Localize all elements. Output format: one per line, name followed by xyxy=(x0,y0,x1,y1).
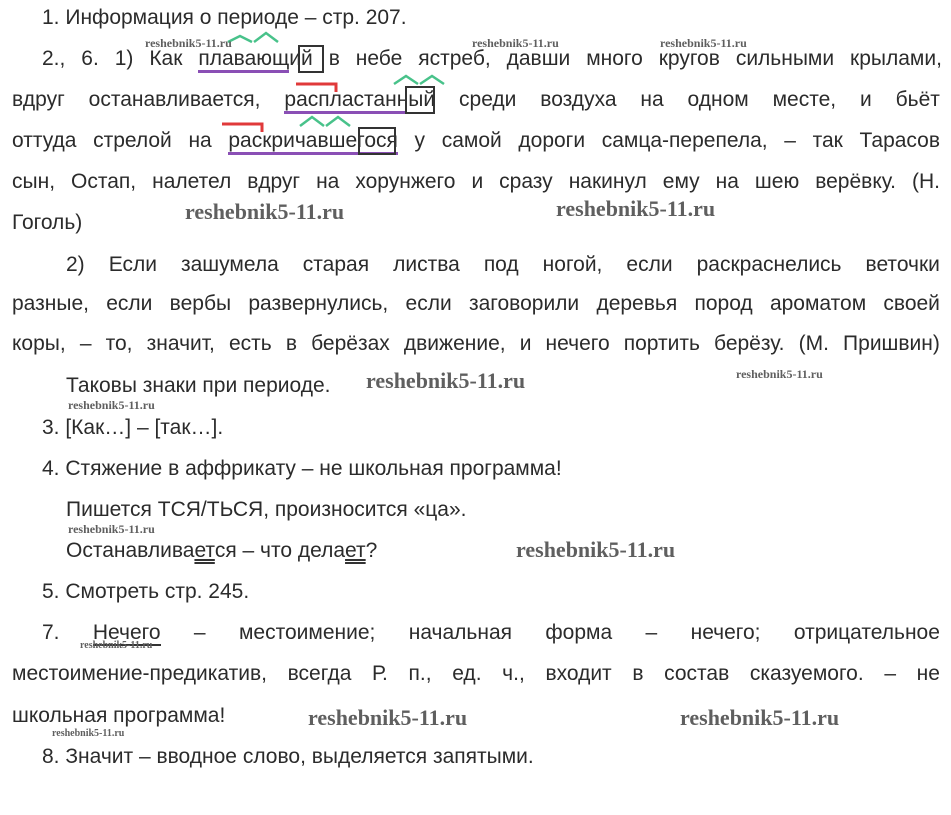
line-8: разные, если вербы развернулись, если заговорили деревья пород ароматом своей xyxy=(12,292,940,315)
word-raskrichavshegosya: раскричавшегося xyxy=(228,125,398,157)
watermark: reshebnik5-11.ru xyxy=(68,522,155,536)
line-14: Останавливается – что делает? xyxy=(66,539,378,562)
word-plavayushchiy: плавающий xyxy=(198,43,312,75)
line-2: 2., 6. 1) Как плавающий в небе ястреб, давши много кругов сильными крылами, xyxy=(0,43,951,75)
ending-et-2: ет xyxy=(345,539,366,562)
watermark: reshebnik5-11.ru xyxy=(68,398,155,412)
ending-et-1: ет xyxy=(194,539,215,562)
line-6: Гоголь) xyxy=(12,211,83,234)
line-5: сын, Остап, налетел вдруг на хорунжего и сразу накинул ему на шею верёвку. (Н. xyxy=(12,170,940,193)
watermark: reshebnik5-11.ru xyxy=(80,640,153,651)
line-19: 8. Значит – вводное слово, выделяется запятыми. xyxy=(42,745,534,768)
watermark: reshebnik5-11.ru xyxy=(660,36,747,50)
line-1: 1. Информация о периоде – стр. 207. xyxy=(42,6,407,29)
watermark: reshebnik5-11.ru xyxy=(516,537,676,562)
line-18: школьная программа! xyxy=(12,704,226,727)
line-16: 7. Нечего – местоимение; начальная форма – нечего; отрицательное xyxy=(0,617,951,649)
watermark: reshebnik5-11.ru xyxy=(52,728,125,739)
watermark: reshebnik5-11.ru xyxy=(366,368,526,393)
suffix-arc xyxy=(254,33,278,42)
watermark: reshebnik5-11.ru xyxy=(185,199,345,224)
line-9: коры, – то, значит, есть в берёзах движение, и нечего портить берёзу. (М. Пришвин) xyxy=(12,332,940,355)
watermark: reshebnik5-11.ru xyxy=(556,196,716,221)
line-10: Таковы знаки при периоде. xyxy=(66,374,331,397)
line-17: местоимение-предикатив, всегда Р. п., ед. ч., входит в состав сказуемого. – не xyxy=(12,662,940,685)
watermark: reshebnik5-11.ru xyxy=(680,705,840,730)
line-3: вдруг останавливается, распластанный среди воздуха на одном месте, и бьёт xyxy=(0,84,951,116)
line-11: 3. [Как…] – [так…]. xyxy=(42,416,224,439)
word-nechego: Нечего xyxy=(92,621,161,644)
suffix-arc xyxy=(420,76,444,84)
line-4: оттуда стрелой на раскричавшегося у самой дороги самца-перепела, – так Тарасов xyxy=(0,125,951,157)
watermark: reshebnik5-11.ru xyxy=(736,367,823,381)
watermark: reshebnik5-11.ru xyxy=(308,705,468,730)
suffix-arc xyxy=(394,76,418,84)
word-rasplastannyy: распластанный xyxy=(284,84,435,116)
line-12: 4. Стяжение в аффрикату – не школьная программа! xyxy=(42,457,562,480)
watermark: reshebnik5-11.ru xyxy=(145,36,232,50)
line-7: 2) Если зашумела старая листва под ногой, если раскраснелись веточки xyxy=(66,253,940,276)
watermark: reshebnik5-11.ru xyxy=(472,36,559,50)
line-13: Пишется ТСЯ/ТЬСЯ, произносится «ца». xyxy=(66,498,467,521)
line-15: 5. Смотреть стр. 245. xyxy=(42,580,250,603)
